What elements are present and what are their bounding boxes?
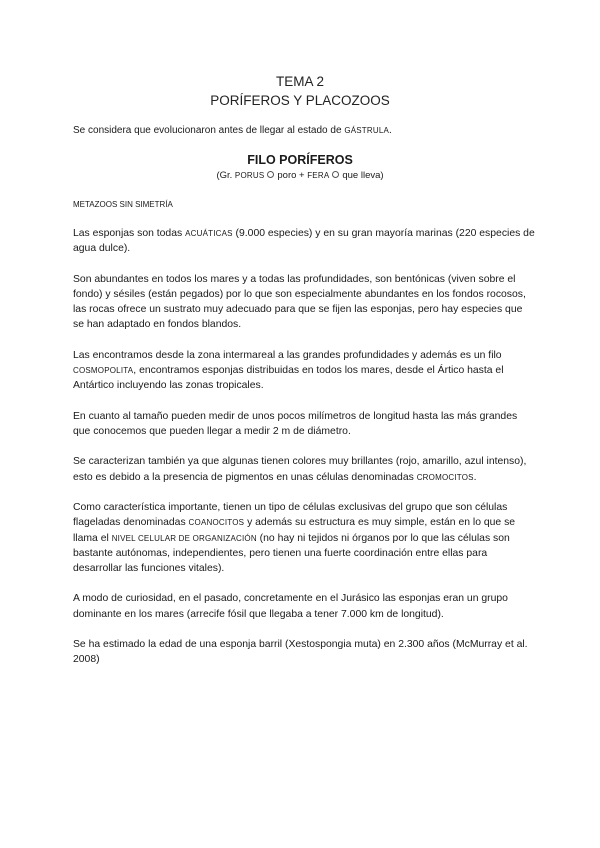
paragraph-text: (9.000 especies) y en su gran mayoría marinas (220 especies de agua dulce). bbox=[73, 228, 535, 255]
paragraph-text: , encontramos esponjas distribuidas en todos los mares, desde el Ártico hasta el Antártico incluyendo las zonas tropicales. bbox=[73, 365, 504, 392]
paragraph-text: (no hay ni tejidos ni órganos por lo que las células son bastante autónomas, independientes, pero tienen una fuerte coordinación entre ellas para desarrollar las funciones vitales). bbox=[73, 532, 510, 574]
term-cromocitos: CROMOCITOS bbox=[416, 472, 474, 482]
etymology-meaning-lleva: que lleva) bbox=[342, 170, 384, 181]
etymology-line bbox=[0, 169, 600, 182]
paragraph-acuaticas bbox=[73, 226, 535, 256]
paragraph-curiosidad: A modo de curiosidad, en el pasado, concretamente en el Jurásico las esponjas eran un grupo dominante en los mares (arrecife fósil que llegaba a tener 7.000 km de longitud). bbox=[73, 593, 508, 620]
paragraph-text: y además su estructura es muy simple, están en lo que se llama el bbox=[73, 517, 516, 544]
paragraph-edad: Se ha estimado la edad de una esponja barril (Xestospongia muta) en 2.300 años (McMurray et al. 2008) bbox=[73, 639, 528, 666]
paragraph-text: . bbox=[473, 471, 477, 483]
metazoos-label: METAZOOS SIN SIMETRÍA bbox=[73, 200, 173, 209]
paragraph-colores bbox=[73, 454, 535, 484]
intro-text-before: Se considera que evolucionaron antes de llegar al estado de bbox=[73, 125, 345, 136]
intro-sentence bbox=[73, 124, 533, 138]
term-coanocitos: COANOCITOS bbox=[188, 518, 245, 528]
term-nivel-celular: NIVEL CELULAR DE ORGANIZACIÓN bbox=[111, 533, 257, 543]
body-text bbox=[73, 226, 535, 683]
etymology-meaning-poro: poro + bbox=[277, 170, 308, 181]
arrow-icon bbox=[332, 171, 339, 178]
paragraph-tamano: En cuanto al tamaño pueden medir de unos pocos milímetros de longitud hasta las más grandes que conocemos que pueden llegar a medir 2 m de diámetro. bbox=[73, 410, 518, 437]
term-acuaticas: ACUÁTICAS bbox=[185, 229, 233, 238]
paragraph-cosmopolita bbox=[73, 348, 535, 394]
arrow-icon bbox=[267, 171, 274, 178]
paragraph-text: Las esponjas son todas bbox=[73, 228, 186, 239]
intro-text-after: . bbox=[389, 125, 392, 136]
document-title bbox=[0, 72, 600, 110]
paragraph-abundantes: Son abundantes en todos los mares y a todas las profundidades, son bentónicas (viven sobre el fondo) y sésiles (están pegados) por lo que son especialmente abundantes en los fondos rocosos, las rocas ofrece un sustrato muy adecuado para que se fijen las esponjas, pero hay especies que se han adaptado en fondos blandos. bbox=[73, 273, 526, 331]
term-cosmopolita: COSMOPOLITA bbox=[73, 366, 134, 376]
title-topic-number: TEMA 2 bbox=[275, 74, 324, 89]
section-heading-block bbox=[0, 152, 600, 182]
paragraph-text: Se caracterizan también ya que algunas tienen colores muy brillantes (rojo, amarillo, azul intenso), esto es debido a la presencia de pigmentos en unas células denominadas bbox=[73, 456, 527, 483]
section-heading: FILO PORÍFEROS bbox=[247, 153, 353, 167]
paragraph-text: Como característica importante, tienen un tipo de células exclusivas del grupo que son células flageladas denominadas bbox=[73, 502, 508, 529]
etymology-term-porus: PORUS bbox=[234, 171, 265, 180]
paragraph-text: Las encontramos desde la zona intermareal a las grandes profundidades y además es un filo bbox=[73, 349, 502, 361]
intro-term-gastrula: GÁSTRULA bbox=[344, 126, 390, 135]
paragraph-coanocitos bbox=[73, 500, 535, 576]
title-topic-name: PORÍFEROS Y PLACOZOOS bbox=[210, 93, 390, 108]
etymology-term-fera: FERA bbox=[307, 171, 330, 180]
etymology-prefix: (Gr. bbox=[216, 170, 235, 181]
